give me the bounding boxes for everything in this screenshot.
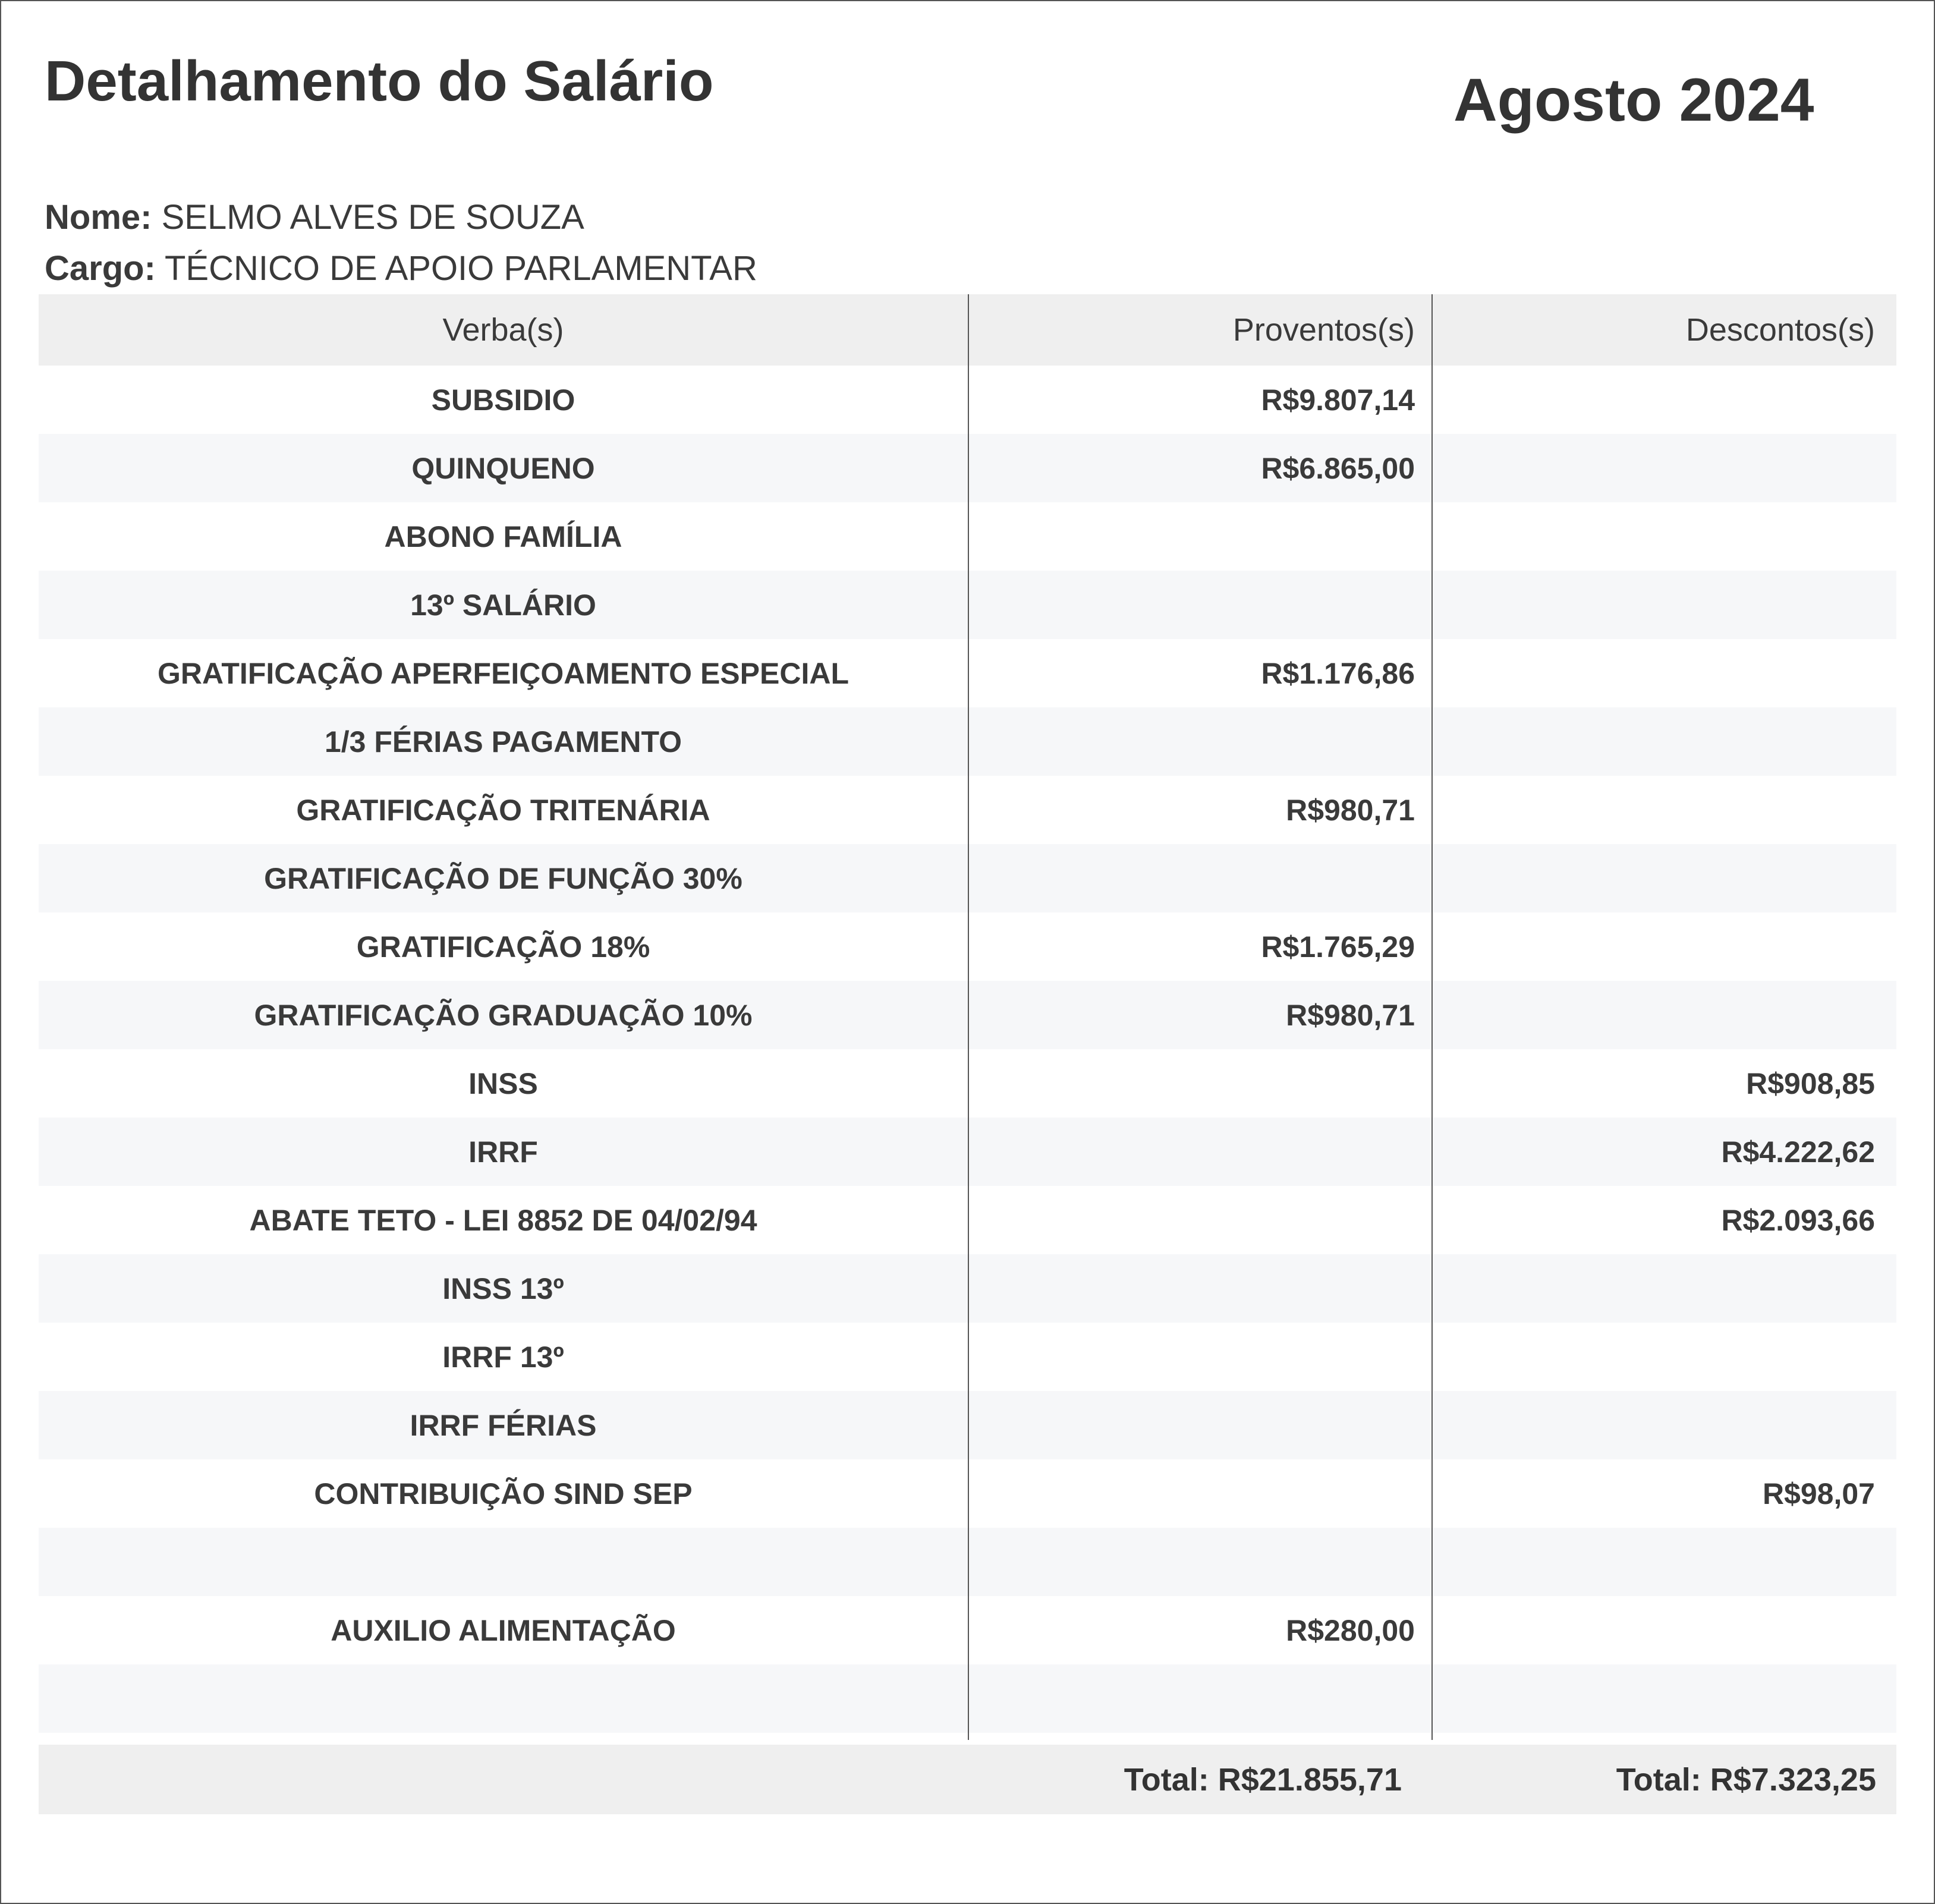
column-divider-proventos: [968, 294, 969, 1740]
cell-descontos: R$908,85: [1746, 1066, 1875, 1100]
column-divider-descontos: [1431, 294, 1433, 1740]
cell-proventos: R$980,71: [1286, 793, 1415, 827]
cell-verba: GRATIFICAÇÃO TRITENÁRIA: [296, 793, 710, 827]
cell-proventos: [968, 844, 1431, 912]
cell-verba: GRATIFICAÇÃO 18%: [356, 930, 650, 964]
employee-role-line: [45, 248, 757, 288]
total-descontos: Total: R$7.323,25: [1616, 1761, 1876, 1798]
cell-descontos: [1431, 1596, 1896, 1664]
column-header-descontos: Descontos(s): [1685, 312, 1875, 348]
cell-verba: 13º SALÁRIO: [410, 588, 596, 622]
cell-descontos: [1431, 707, 1896, 776]
cell-descontos: [1431, 502, 1896, 571]
cell-proventos: [968, 1186, 1431, 1254]
cell-verba: QUINQUENO: [411, 451, 595, 485]
cell-descontos: [1431, 1391, 1896, 1459]
cell-descontos: [1431, 366, 1896, 434]
column-header-proventos: Proventos(s): [1232, 312, 1415, 348]
page-title: Detalhamento do Salário: [45, 49, 714, 113]
cell-verba: [39, 1664, 968, 1733]
employee-role: TÉCNICO DE APOIO PARLAMENTAR: [164, 249, 757, 288]
cell-verba: AUXILIO ALIMENTAÇÃO: [331, 1613, 676, 1647]
cell-descontos: [1431, 1664, 1896, 1733]
cell-descontos: [1431, 639, 1896, 707]
cell-proventos: [968, 571, 1431, 639]
cell-verba: INSS 13º: [442, 1272, 564, 1305]
cell-verba: IRRF: [468, 1135, 538, 1169]
cell-verba: CONTRIBUIÇÃO SIND SEP: [314, 1477, 693, 1510]
cell-descontos: [1431, 434, 1896, 502]
cell-proventos: [968, 1459, 1431, 1528]
cell-verba: ABONO FAMÍLIA: [384, 520, 622, 553]
cell-proventos: R$280,00: [1286, 1613, 1415, 1647]
cell-descontos: [1431, 1528, 1896, 1596]
cell-descontos: [1431, 912, 1896, 981]
cell-proventos: R$9.807,14: [1261, 383, 1415, 417]
cell-descontos: [1431, 844, 1896, 912]
role-label: Cargo:: [45, 249, 156, 288]
cell-verba: GRATIFICAÇÃO DE FUNÇÃO 30%: [264, 861, 742, 895]
cell-verba: GRATIFICAÇÃO APERFEIÇOAMENTO ESPECIAL: [157, 656, 849, 690]
cell-proventos: [968, 1664, 1431, 1733]
total-proventos: Total: R$21.855,71: [1124, 1761, 1402, 1798]
cell-proventos: [968, 502, 1431, 571]
cell-verba: 1/3 FÉRIAS PAGAMENTO: [324, 725, 682, 759]
cell-verba: SUBSIDIO: [431, 383, 575, 417]
cell-proventos: [968, 1323, 1431, 1391]
name-label: Nome:: [45, 198, 152, 237]
cell-proventos: [968, 1049, 1431, 1118]
cell-descontos: [1431, 1254, 1896, 1323]
employee-name-line: [45, 197, 584, 237]
cell-proventos: [968, 1254, 1431, 1323]
employee-name: SELMO ALVES DE SOUZA: [161, 198, 584, 237]
cell-proventos: R$980,71: [1286, 998, 1415, 1032]
totals-row: [39, 1745, 1896, 1814]
cell-descontos: [1431, 571, 1896, 639]
cell-descontos: [1431, 981, 1896, 1049]
cell-verba: GRATIFICAÇÃO GRADUAÇÃO 10%: [254, 998, 753, 1032]
cell-proventos: [968, 1528, 1431, 1596]
cell-descontos: R$98,07: [1762, 1477, 1875, 1510]
cell-verba: INSS: [468, 1066, 538, 1100]
period-label: Agosto 2024: [1453, 66, 1814, 134]
cell-proventos: [968, 707, 1431, 776]
cell-proventos: R$6.865,00: [1261, 451, 1415, 485]
cell-descontos: R$2.093,66: [1721, 1203, 1875, 1237]
cell-descontos: R$4.222,62: [1721, 1135, 1875, 1169]
cell-descontos: [1431, 1323, 1896, 1391]
cell-proventos: [968, 1391, 1431, 1459]
cell-verba: [39, 1528, 968, 1596]
cell-proventos: [968, 1118, 1431, 1186]
cell-proventos: R$1.765,29: [1261, 930, 1415, 964]
cell-verba: ABATE TETO - LEI 8852 DE 04/02/94: [249, 1203, 757, 1237]
cell-descontos: [1431, 776, 1896, 844]
cell-verba: IRRF FÉRIAS: [410, 1408, 597, 1442]
cell-verba: IRRF 13º: [442, 1340, 564, 1374]
cell-proventos: R$1.176,86: [1261, 656, 1415, 690]
column-header-verba: Verba(s): [442, 312, 564, 348]
